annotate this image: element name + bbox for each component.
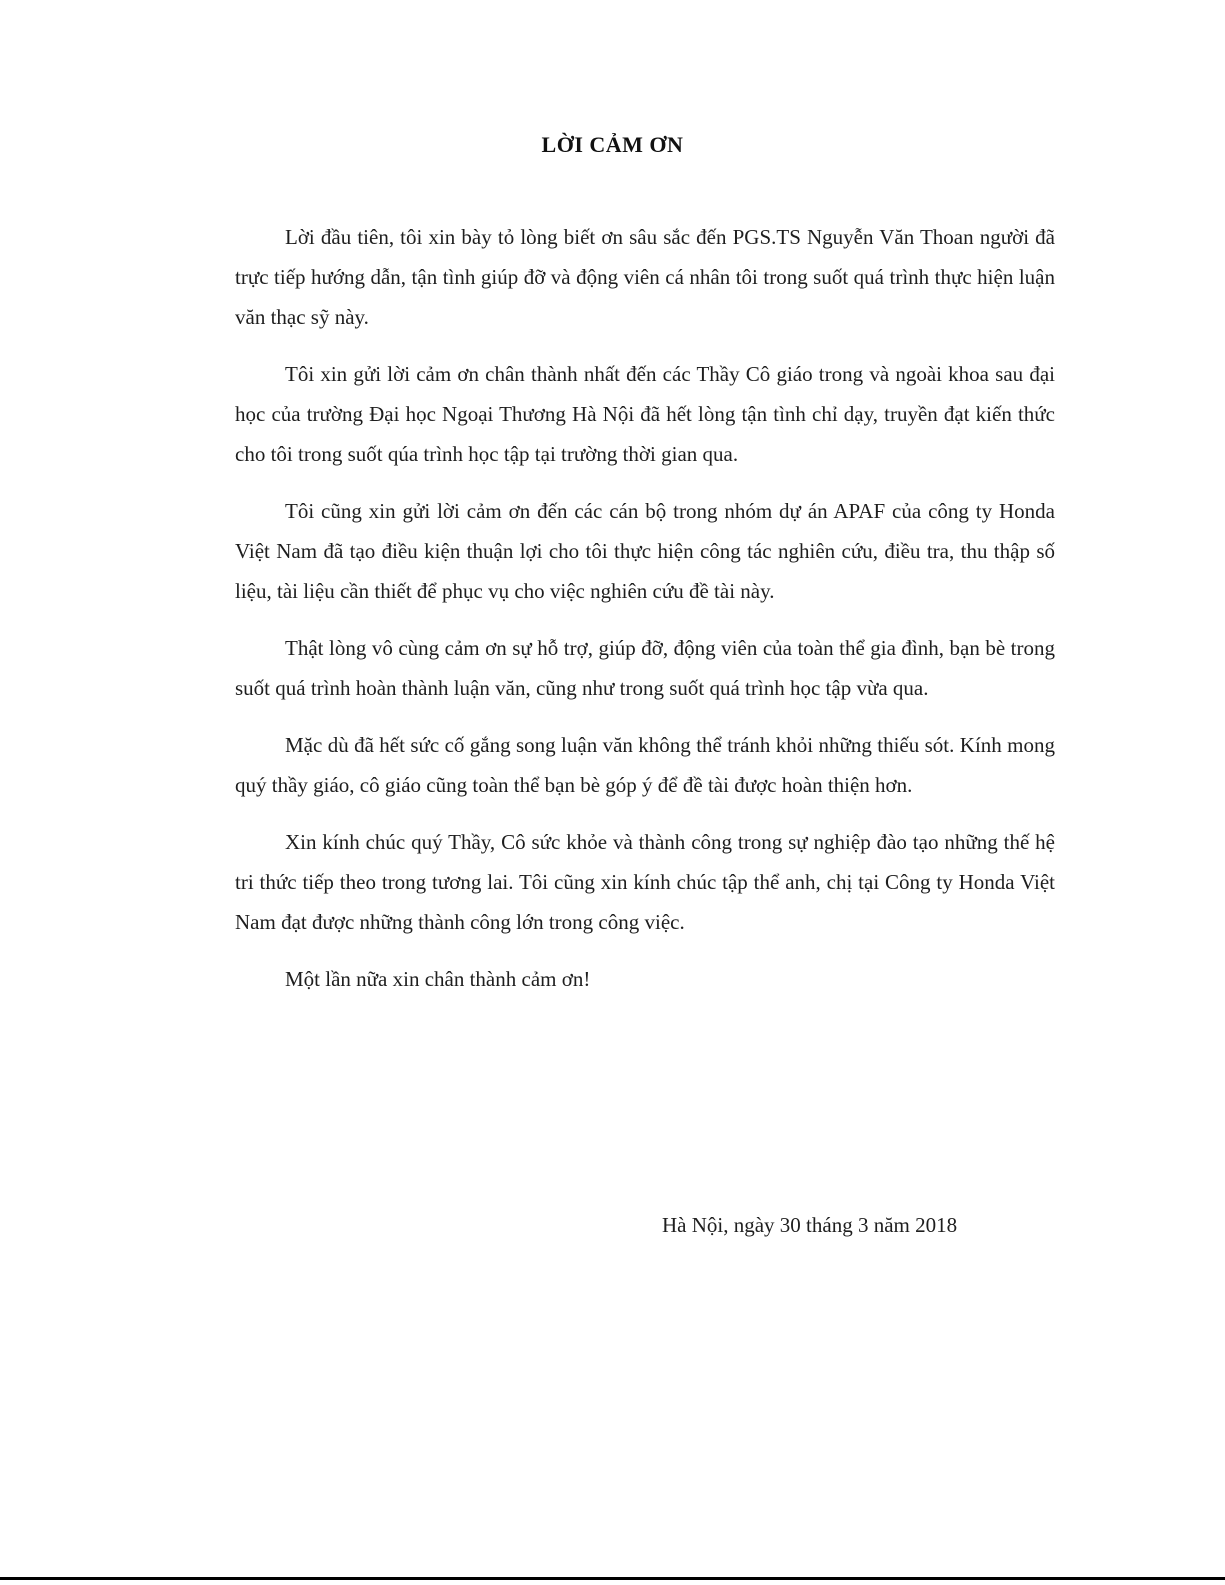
date-signoff: Hà Nội, ngày 30 tháng 3 năm 2018: [662, 1213, 958, 1237]
paragraph-4: Thật lòng vô cùng cảm ơn sự hỗ trợ, giúp đỡ, động viên của toàn thể gia đình, bạn bè trong suốt quá trình hoàn thành luận văn, cũng như trong suốt quá trình học tập vừa qua.: [235, 636, 1055, 700]
page-title: LỜI CẢM ƠN: [541, 132, 684, 157]
bottom-border-line: [0, 1577, 1225, 1580]
acknowledgement-body: [235, 217, 1055, 1016]
paragraph-7: Một lần nữa xin chân thành cảm ơn!: [285, 967, 591, 991]
paragraph-5: Mặc dù đã hết sức cố gắng song luận văn không thể tránh khỏi những thiếu sót. Kính mong quý thầy giáo, cô giáo cũng toàn thể bạn bè góp ý để đề tài được hoàn thiện hơn.: [235, 733, 1055, 797]
paragraph-1: Lời đầu tiên, tôi xin bày tỏ lòng biết ơn sâu sắc đến PGS.TS Nguyễn Văn Thoan người đã trực tiếp hướng dẫn, tận tình giúp đỡ và động viên cá nhân tôi trong suốt quá trình thực hiện luận văn thạc sỹ này.: [235, 225, 1055, 329]
paragraph-3: Tôi cũng xin gửi lời cảm ơn đến các cán bộ trong nhóm dự án APAF của công ty Honda Việt Nam đã tạo điều kiện thuận lợi cho tôi thực hiện công tác nghiên cứu, điều tra, thu thập số liệu, tài liệu cần thiết để phục vụ cho việc nghiên cứu đề tài này.: [235, 499, 1055, 603]
paragraph-2: Tôi xin gửi lời cảm ơn chân thành nhất đến các Thầy Cô giáo trong và ngoài khoa sau đại học của trường Đại học Ngoại Thương Hà Nội đã hết lòng tận tình chỉ dạy, truyền đạt kiến thức cho tôi trong suốt qúa trình học tập tại trường thời gian qua.: [235, 362, 1055, 466]
paragraph-6: Xin kính chúc quý Thầy, Cô sức khỏe và thành công trong sự nghiệp đào tạo những thế hệ tri thức tiếp theo trong tương lai. Tôi cũng xin kính chúc tập thể anh, chị tại Công ty Honda Việt Nam đạt được những thành công lớn trong công việc.: [235, 830, 1055, 934]
